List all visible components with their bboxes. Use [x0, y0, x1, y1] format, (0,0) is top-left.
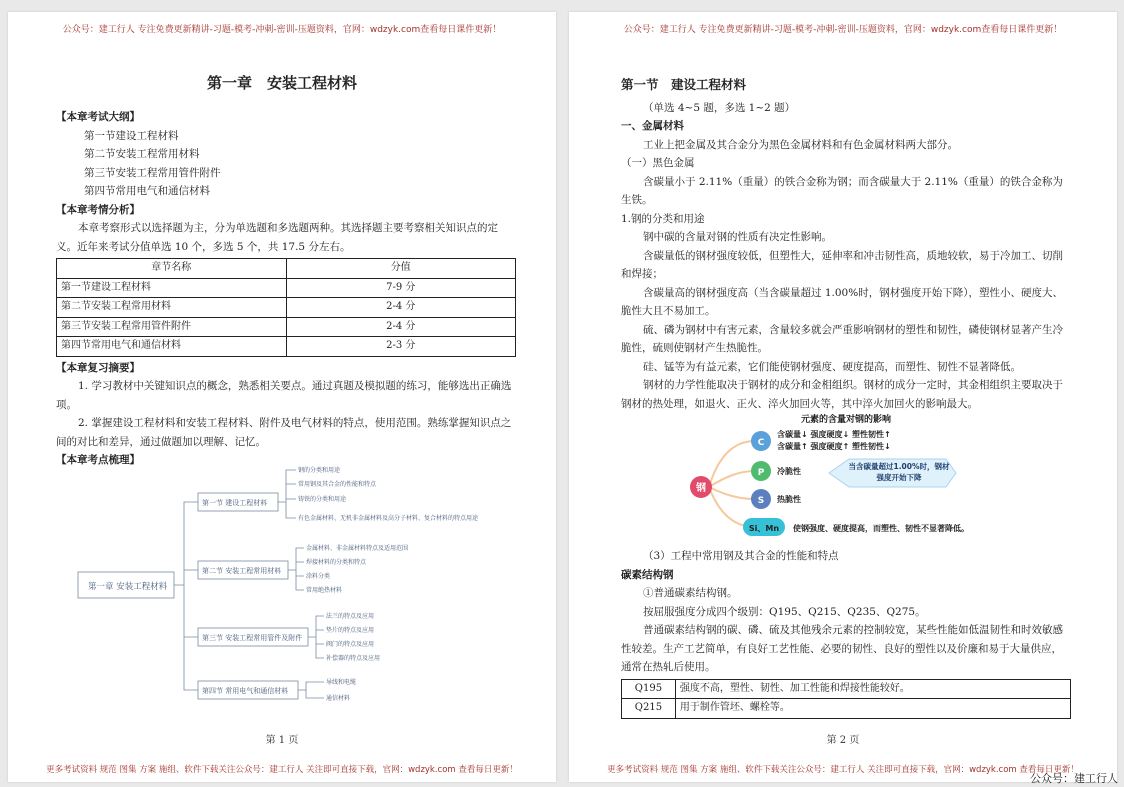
diagram-c-line: 含碳量↑ 强度硬度↑ 塑性韧性↓ — [777, 442, 891, 451]
review-item: 1. 学习教材中关键知识点的概念，熟悉相关要点。通过真题及模拟题的练习，能够选出正确选项。 — [56, 380, 512, 411]
page-1 — [8, 12, 556, 782]
mindmap-leaf: 焊接材料的分类和特点 — [306, 559, 367, 566]
paragraph: 普通碳素结构钢的碳、磷、硫及其他残余元素的控制较宽，某些性能如低温韧性和时效敏感性较差。生产工艺简单，有良好工艺性能、必要的韧性、良好的塑性以及价廉和易于大量供应，通常在热轧后使用。 — [621, 624, 1063, 673]
heading-metal: 一、金属材料 — [621, 120, 684, 132]
diagram-c-line: 含碳量↓ 强度硬度↓ 塑性韧性↑ — [777, 430, 891, 439]
diagram-s-label: 热脆性 — [777, 495, 801, 504]
page-footer: 更多考试资料 规范 图集 方案 施组、软件下载关注公众号：建工行人 关注即可直接下载，官网：wdzyk.com 查看每日更新！ — [46, 765, 518, 775]
paragraph: 含碳量高的钢材强度高（当含碳量超过 1.00%时，钢材强度开始下降），塑性小、硬度大、脆性大且不易加工。 — [621, 286, 1063, 317]
page-header: 公众号：建工行人 专注免费更新精讲-习题-模考-冲刺-密训-压题资料，官网：wdzyk.com查看每日课件更新！ — [623, 25, 1063, 35]
table-cell: 第一节建设工程材料 — [57, 278, 287, 298]
analysis-text: 本章考察形式以选择题为主，分为单选题和多选题两种。其选择题主要考察相关知识点的定义。近年来考试分值单选 10 个，多选 5 个，共 17.5 分左右。 — [56, 222, 498, 253]
paragraph: 工业上把金属及其合金分为黑色金属材料和有色金属材料两大部分。 — [643, 138, 958, 151]
page-2 — [569, 12, 1117, 782]
paragraph: 含碳量小于 2.11%（重量）的铁合金称为钢；而含碳量大于 2.11%（重量）的铁合金称为生铁。 — [621, 175, 1063, 206]
table-cell: 2-4 分 — [286, 298, 516, 318]
mindmap-leaf: 阀门的特点及应用 — [326, 641, 375, 648]
outline-item: 第一节建设工程材料 — [84, 129, 179, 142]
diagram-center-label: 钢 — [696, 483, 706, 494]
table-row — [622, 679, 1071, 699]
mindmap-leaf: 通信材料 — [326, 695, 351, 702]
table-cell: 用于制作管坯、螺栓等。 — [675, 699, 1070, 719]
diagram-callout-text: 当含碳量超过1.00%时，钢材强度开始下降 — [848, 462, 950, 482]
score-table — [56, 258, 516, 357]
outline-item: 第四节常用电气和通信材料 — [84, 185, 210, 197]
outline-heading: 【本章考试大纲】 — [56, 111, 140, 123]
table-cell: 2-3 分 — [286, 337, 516, 357]
page-header: 公众号：建工行人 专注免费更新精讲-习题-模考-冲刺-密训-压题资料，官网：wdzyk.com查看每日课件更新！ — [62, 25, 502, 35]
diagram-node-label: S — [757, 496, 765, 506]
mindmap-diagram — [68, 462, 508, 712]
note-text: （单选 4~5 题，多选 1~2 题） — [643, 101, 796, 114]
diagram-node-label: C — [757, 438, 765, 448]
diagram-title: 元素的含量对钢的影响 — [800, 415, 891, 425]
mindmap-leaf: 涂料分类 — [306, 573, 331, 580]
heading-steel-use: 1.钢的分类和用途 — [621, 212, 705, 225]
mindmap-leaf: 常用绝热材料 — [306, 587, 343, 594]
paragraph: 钢中碳的含量对钢的性质有决定性影响。 — [643, 231, 832, 243]
outline-item: 第二节安装工程常用材料 — [84, 148, 200, 160]
mindmap-leaf: 补偿器的特点及应用 — [326, 655, 381, 662]
page-number: 第 2 页 — [826, 735, 860, 746]
grade-table — [621, 679, 1071, 719]
table-row — [622, 699, 1071, 719]
mindmap-s4: 第四节 常用电气和通信材料 — [202, 687, 289, 695]
paragraph: 硫、磷为钢材中有害元素，含量较多就会严重影响钢材的塑性和韧性，磷使钢材显著产生冷脆性，硫则使钢材产生热脆性。 — [621, 323, 1063, 354]
table-header: 章节名称 — [57, 259, 287, 279]
paragraph: 硅、锰等为有益元素，它们能使钢材强度、硬度提高，而塑性、韧性不显著降低。 — [643, 360, 1021, 373]
paragraph: ①普通碳素结构钢。 — [643, 587, 738, 599]
page1-body — [56, 108, 516, 470]
diagram-simn-label: 使钢强度、硬度提高，而塑性、韧性不显著降低。 — [793, 524, 969, 533]
paragraph: 钢材的力学性能取决于钢材的成分和金相组织。钢材的成分一定时，其金相组织主要取决于钢材的热处理，如退火、正火、淬火加回火等，其中淬火加回火的影响最大。 — [621, 379, 1063, 410]
paragraph: 含碳量低的钢材强度较低，但塑性大，延伸率和冲击韧性高，质地较软，易于冷加工、切削和焊接； — [621, 249, 1063, 280]
mindmap-leaf: 常用钢及其合金的性能和特点 — [298, 481, 377, 488]
page-footer: 更多考试资料 规范 图集 方案 施组、软件下载关注公众号：建工行人 关注即可直接下载，官网：wdzyk.com 查看每日更新！ — [607, 765, 1079, 775]
mindmap-leaf: 法兰的特点及应用 — [326, 613, 375, 620]
table-cell: 2-4 分 — [286, 317, 516, 337]
heading-carbon: 碳素结构钢 — [621, 568, 674, 581]
heading-common: （3）工程中常用钢及其合金的性能和特点 — [643, 550, 839, 562]
table-cell: 7-9 分 — [286, 278, 516, 298]
page-number: 第 1 页 — [265, 735, 299, 746]
paragraph: 按屈服强度分成四个级别：Q195、Q215、Q235、Q275。 — [643, 605, 926, 618]
mindmap-heading: 【本章考点梳理】 — [56, 454, 140, 466]
diagram-node-label: Si、Mn — [748, 524, 780, 533]
mindmap-s2: 第二节 安装工程常用材料 — [202, 567, 282, 575]
section-title: 第一节 建设工程材料 — [621, 77, 747, 92]
mindmap-leaf: 有色金属材料、无机非金属材料及高分子材料、复合材料的特点用途 — [298, 515, 479, 522]
element-effect-diagram — [621, 427, 1041, 547]
mindmap-root: 第一章 安装工程材料 — [88, 582, 168, 592]
table-row — [57, 317, 516, 337]
review-item: 2. 掌握建设工程材料和安装工程材料、附件及电气材料的特点，使用范围。熟练掌握知识点之间的对比和差异，通过做题加以理解、记忆。 — [56, 417, 512, 448]
outline-item: 第三节安装工程常用管件附件 — [84, 166, 221, 179]
table-cell: 第四节常用电气和通信材料 — [57, 337, 287, 357]
chapter-title: 第一章 安装工程材料 — [206, 74, 357, 92]
table-header: 分值 — [286, 259, 516, 279]
mindmap-leaf: 铸铁的分类和用途 — [298, 496, 347, 503]
mindmap-leaf: 导线和电缆 — [326, 679, 357, 686]
table-cell: Q215 — [622, 699, 676, 719]
watermark-text: 公众号：建工行人 — [1030, 772, 1118, 785]
table-header-row — [57, 259, 516, 279]
mindmap-leaf: 金属材料、非金属材料特点及适用范围 — [306, 545, 409, 552]
table-row — [57, 337, 516, 357]
page2-body — [621, 76, 1071, 719]
heading-ferrous: （一）黑色金属 — [621, 157, 695, 169]
diagram-node-label: P — [757, 468, 765, 478]
review-heading: 【本章复习摘要】 — [56, 361, 140, 374]
table-cell: Q195 — [622, 679, 676, 699]
table-row — [57, 278, 516, 298]
analysis-heading: 【本章考情分析】 — [56, 203, 140, 216]
table-cell: 第三节安装工程常用管件附件 — [57, 317, 287, 337]
mindmap-leaf: 钢的分类和用途 — [298, 467, 341, 474]
mindmap-leaf: 垫片的特点及应用 — [326, 627, 375, 634]
mindmap-s1: 第一节 建设工程材料 — [202, 499, 268, 507]
table-cell: 第二节安装工程常用材料 — [57, 298, 287, 318]
table-cell: 强度不高，塑性、韧性、加工性能和焊接性能较好。 — [675, 679, 1070, 699]
diagram-p-label: 冷脆性 — [777, 467, 801, 476]
table-row — [57, 298, 516, 318]
mindmap-s3: 第三节 安装工程常用管件及附件 — [202, 634, 303, 642]
